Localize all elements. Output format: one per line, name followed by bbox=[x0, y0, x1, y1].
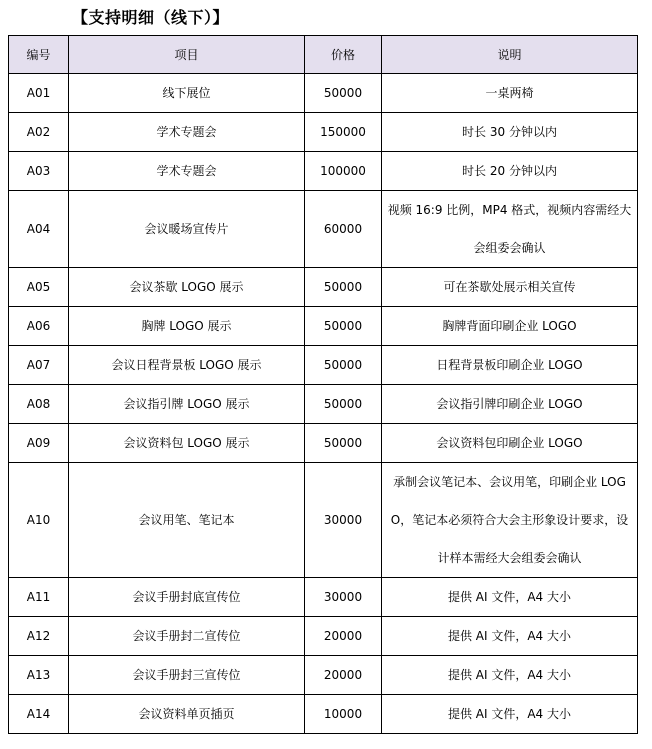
row-price: 50000 bbox=[305, 424, 382, 463]
table-row bbox=[9, 656, 638, 695]
row-description: 承制会议笔记本、会议用笔，印刷企业 LOGO，笔记本必须符合大会主形象设计要求，设计样本需经大会组委会确认 bbox=[382, 463, 638, 578]
row-price: 30000 bbox=[305, 463, 382, 578]
page-title: 【支持明细（线下）】 bbox=[72, 8, 230, 27]
row-code: A06 bbox=[9, 307, 69, 346]
row-price: 150000 bbox=[305, 113, 382, 152]
row-code: A07 bbox=[9, 346, 69, 385]
row-description: 一桌两椅 bbox=[382, 74, 638, 113]
column-header-description: 说明 bbox=[382, 36, 638, 74]
sponsorship-table bbox=[8, 35, 638, 734]
row-code: A05 bbox=[9, 268, 69, 307]
column-header-code: 编号 bbox=[9, 36, 69, 74]
row-price: 20000 bbox=[305, 656, 382, 695]
row-code: A04 bbox=[9, 191, 69, 268]
row-item: 会议暖场宣传片 bbox=[69, 191, 305, 268]
row-code: A08 bbox=[9, 385, 69, 424]
row-price: 60000 bbox=[305, 191, 382, 268]
column-header-item: 项目 bbox=[69, 36, 305, 74]
row-code: A14 bbox=[9, 695, 69, 734]
table-row bbox=[9, 385, 638, 424]
row-description: 会议资料包印刷企业 LOGO bbox=[382, 424, 638, 463]
row-price: 10000 bbox=[305, 695, 382, 734]
row-item: 会议手册封二宣传位 bbox=[69, 617, 305, 656]
row-price: 20000 bbox=[305, 617, 382, 656]
row-code: A10 bbox=[9, 463, 69, 578]
row-price: 30000 bbox=[305, 578, 382, 617]
row-item: 会议手册封底宣传位 bbox=[69, 578, 305, 617]
row-description: 会议指引牌印刷企业 LOGO bbox=[382, 385, 638, 424]
table-row bbox=[9, 617, 638, 656]
row-price: 50000 bbox=[305, 307, 382, 346]
row-item: 会议茶歇 LOGO 展示 bbox=[69, 268, 305, 307]
row-code: A11 bbox=[9, 578, 69, 617]
row-item: 会议日程背景板 LOGO 展示 bbox=[69, 346, 305, 385]
table-row bbox=[9, 578, 638, 617]
row-item: 会议指引牌 LOGO 展示 bbox=[69, 385, 305, 424]
row-item: 会议手册封三宣传位 bbox=[69, 656, 305, 695]
row-code: A12 bbox=[9, 617, 69, 656]
row-price: 50000 bbox=[305, 268, 382, 307]
row-description: 时长 20 分钟以内 bbox=[382, 152, 638, 191]
row-description: 时长 30 分钟以内 bbox=[382, 113, 638, 152]
row-description: 提供 AI 文件，A4 大小 bbox=[382, 695, 638, 734]
row-code: A03 bbox=[9, 152, 69, 191]
row-price: 50000 bbox=[305, 74, 382, 113]
row-item: 学术专题会 bbox=[69, 152, 305, 191]
row-code: A02 bbox=[9, 113, 69, 152]
row-code: A09 bbox=[9, 424, 69, 463]
row-item: 胸牌 LOGO 展示 bbox=[69, 307, 305, 346]
row-item: 会议资料包 LOGO 展示 bbox=[69, 424, 305, 463]
table-row bbox=[9, 74, 638, 113]
row-description: 日程背景板印刷企业 LOGO bbox=[382, 346, 638, 385]
table-row bbox=[9, 695, 638, 734]
column-header-price: 价格 bbox=[305, 36, 382, 74]
row-code: A13 bbox=[9, 656, 69, 695]
row-code: A01 bbox=[9, 74, 69, 113]
table-header-row bbox=[9, 36, 638, 74]
table-row bbox=[9, 346, 638, 385]
row-description: 提供 AI 文件，A4 大小 bbox=[382, 656, 638, 695]
row-description: 胸牌背面印刷企业 LOGO bbox=[382, 307, 638, 346]
table-row bbox=[9, 191, 638, 268]
table-row bbox=[9, 463, 638, 578]
row-price: 100000 bbox=[305, 152, 382, 191]
row-description: 提供 AI 文件，A4 大小 bbox=[382, 617, 638, 656]
row-item: 线下展位 bbox=[69, 74, 305, 113]
table-row bbox=[9, 424, 638, 463]
row-item: 会议资料单页插页 bbox=[69, 695, 305, 734]
row-description: 可在茶歇处展示相关宣传 bbox=[382, 268, 638, 307]
row-item: 会议用笔、笔记本 bbox=[69, 463, 305, 578]
row-description: 提供 AI 文件，A4 大小 bbox=[382, 578, 638, 617]
row-price: 50000 bbox=[305, 346, 382, 385]
table-row bbox=[9, 113, 638, 152]
table-row bbox=[9, 307, 638, 346]
table-row bbox=[9, 268, 638, 307]
row-price: 50000 bbox=[305, 385, 382, 424]
row-description: 视频 16:9 比例，MP4 格式，视频内容需经大会组委会确认 bbox=[382, 191, 638, 268]
table-row bbox=[9, 152, 638, 191]
row-item: 学术专题会 bbox=[69, 113, 305, 152]
